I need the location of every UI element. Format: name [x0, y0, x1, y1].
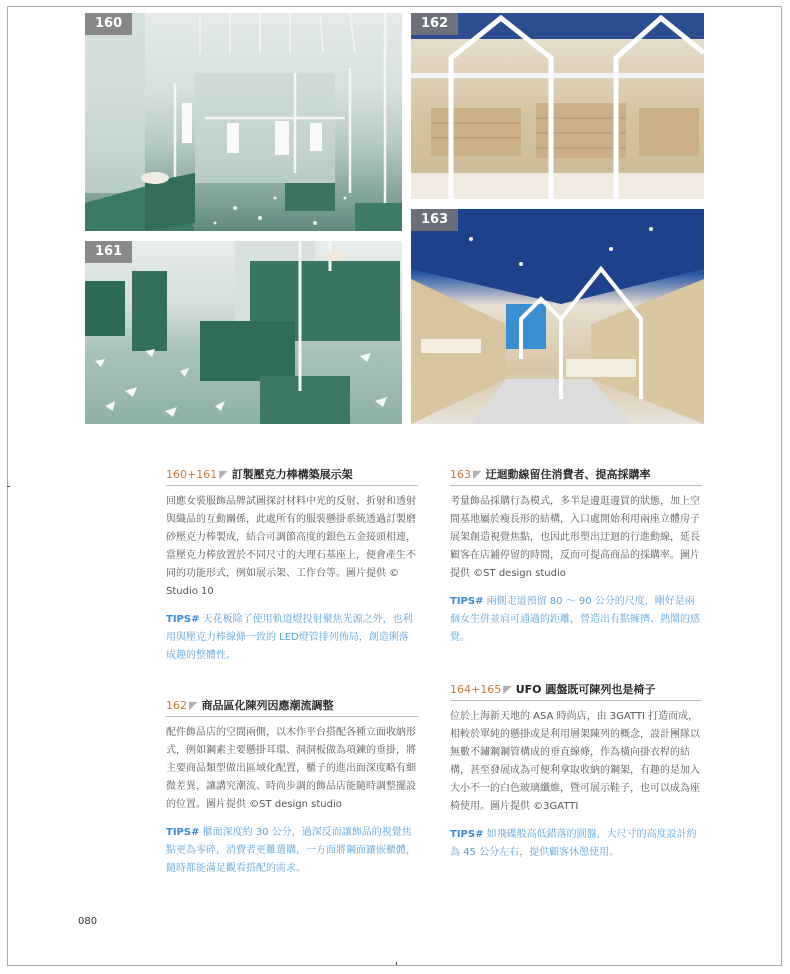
showroom-illustration	[85, 13, 402, 231]
section-body: 配件飾品店的空間兩側，以木作平台搭配各種立面收納形式，例如鋼素主要懸掛耳環、洞洞板做為項鍊的垂掛，將主要商品類型做出區域化配置，櫃子的進出面深度略有細微差異，讓講究潮流、時尚步調的飾品店能隨時調整擺設的位置。圖片提供 ©ST design studio	[166, 727, 416, 810]
section-164-165	[450, 681, 702, 862]
section-162	[166, 697, 418, 878]
photo-number-badge: 163	[411, 209, 458, 231]
section-title: UFO 圓盤既可陳列也是椅子	[515, 683, 656, 696]
photo-160	[85, 13, 402, 231]
section-number: 164+165	[450, 683, 502, 696]
slash-divider: ◤	[219, 468, 228, 481]
slash-divider: ◤	[189, 699, 198, 712]
section-heading	[450, 466, 702, 486]
store-corridor-illustration	[411, 209, 704, 424]
page-number: 080	[78, 916, 98, 927]
accessory-store-illustration	[411, 13, 704, 199]
section-body: 回應女裝服飾品牌試圖探討材料中光的反射、折射和透射與織品的互動關係，此處所有的服裝懸掛系統透過訂製磨砂壓克力棒製成，結合可調節高度的銀色五金接頭相連，當壓克力棒放置於不同尺寸的大理石基座上，便會產生不同的功能形式，例如展示架、工作台等。圖片提供 © Studio 10	[166, 496, 416, 597]
photo-163	[411, 209, 704, 424]
section-number: 163	[450, 468, 471, 481]
tips-text: 天花板除了使用軌道燈投射聚焦光源之外，也利用與壓克力棒線條一致的 LED燈管排列佈局，創造俐落成趣的整體性。	[166, 614, 413, 661]
tips-note	[166, 611, 418, 665]
section-163	[450, 466, 702, 647]
tips-label: TIPS#	[450, 829, 484, 840]
tips-label: TIPS#	[450, 596, 484, 607]
slash-divider: ◤	[473, 468, 482, 481]
tips-note	[450, 593, 702, 647]
section-number: 162	[166, 699, 187, 712]
tips-text: 櫃面深度約 30 公分，過深反而讓飾品的視覺焦點更為零碎，消費者更難選購，一方面將鋼面鑲嵌櫃體，隨時都能滿足觀看搭配的需求。	[166, 827, 416, 874]
section-160-161	[166, 466, 418, 665]
photo-number-badge: 161	[85, 241, 132, 263]
tips-note	[166, 824, 418, 878]
section-heading	[450, 681, 702, 701]
crop-mark	[7, 486, 10, 487]
section-body: 位於上海新天地的 ASA 時尚店，由 3GATTI 打造而成，相較於單純的懸掛或是利用層架陳列的概念，設計團隊以無數不鏽鋼鋼管構成的垂直線條，作為橫向掛衣桿的結構，甚至發展成為可便利拿取收納的鋼架，有趣的是加入大小不一的白色玻璃纖維，暨可展示鞋子，也可以成為座椅使用。圖片提供 ©3GATTI	[450, 711, 700, 812]
crop-mark	[396, 962, 397, 965]
tips-note	[450, 826, 702, 862]
slash-divider: ◤	[503, 683, 512, 696]
section-title: 商品區化陳列因應潮流調整	[201, 699, 334, 712]
section-heading	[166, 697, 418, 717]
marble-plinth-illustration	[85, 241, 402, 424]
tips-label: TIPS#	[166, 614, 200, 625]
section-number: 160+161	[166, 468, 218, 481]
tips-label: TIPS#	[166, 827, 200, 838]
photo-162	[411, 13, 704, 199]
photo-161	[85, 241, 402, 424]
tips-text: 如飛碟般高低錯落的圓盤，大尺寸的高度設計約為 45 公分左右，提供顧客休憩使用。	[450, 829, 697, 858]
photo-number-badge: 160	[85, 13, 132, 35]
section-title: 訂製壓克力棒構築展示架	[231, 468, 353, 481]
tips-text: 兩側走道預留 80 ～ 90 公分的尺度，剛好是兩個女生併並肩可通過的距離，營造出有點擁擠、熱鬧的感覺。	[450, 596, 700, 643]
section-title: 迂迴動線留住消費者、提高採購率	[485, 468, 651, 481]
section-body: 考量飾品採購行為模式，多半是邊逛邊買的狀態，加上空間基地屬於瘦長形的結構，入口處開始利用兩座立體房子展架創造視覺焦點，也因此形塑出迂迴的行進動線，延長顧客在店鋪停留的時間，反而可提高商品的採購率。圖片提供 ©ST design studio	[450, 496, 700, 579]
section-heading	[166, 466, 418, 486]
photo-number-badge: 162	[411, 13, 458, 35]
